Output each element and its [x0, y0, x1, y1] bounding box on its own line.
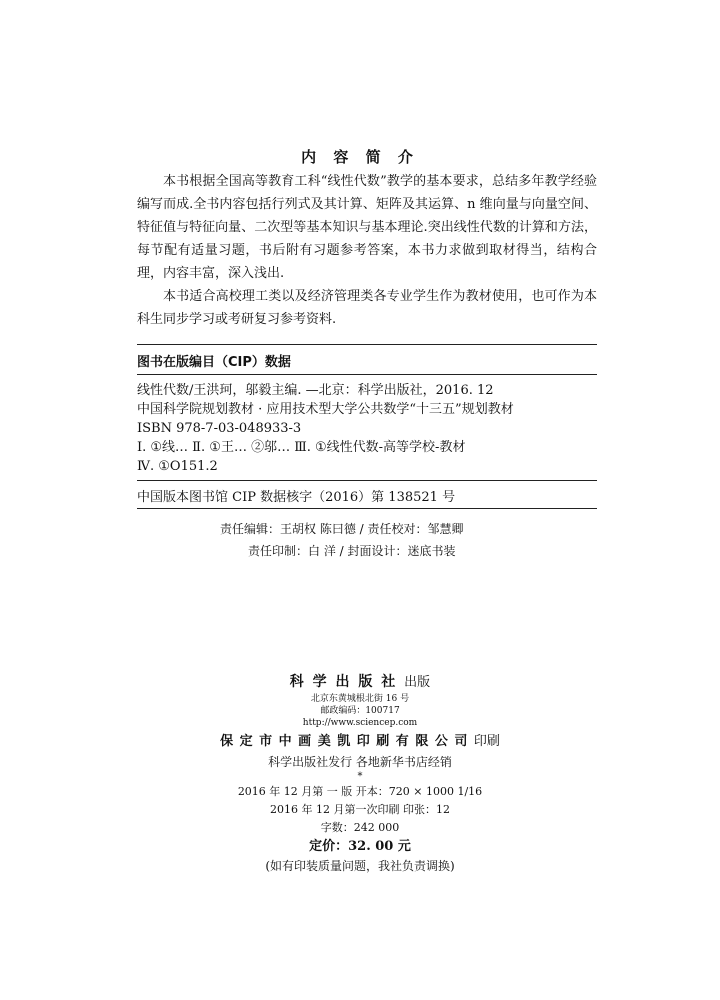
publisher-name: 科 学 出 版 社 — [289, 674, 398, 690]
cip-header: 图书在版编目（CIP）数据 — [137, 355, 291, 370]
publisher-suffix: 出版 — [404, 675, 431, 690]
price-line: 定价：32. 00 元 — [309, 839, 411, 854]
cip-record — [137, 381, 597, 476]
summary-body — [137, 170, 597, 331]
printer-name: 保 定 市 中 画 美 凯 印 刷 有 限 公 司 — [220, 734, 469, 749]
publisher-name-line — [0, 672, 720, 693]
cip-line: ISBN 978-7-03-048933-3 — [137, 421, 302, 436]
editors-line: 责任印制：白 洋 / 封面设计：迷底书装 — [248, 544, 456, 558]
printer-suffix: 印刷 — [473, 734, 500, 749]
printer-line — [0, 731, 720, 753]
quality-note: (如有印装质量问题，我社负责调换) — [265, 859, 455, 873]
word-count-line: 字数：242 000 — [320, 821, 400, 834]
publisher-url: http://www.sciencep.com — [302, 718, 418, 728]
distribution-line: 科学出版社发行 各地新华书店经销 — [268, 755, 452, 769]
cip-header-rule — [137, 374, 597, 375]
summary-paragraph: 本书根据全国高等教育工科“线性代数”教学的基本要求，总结多年教学经验编写而成.全书内容包括行列式及其计算、矩阵及其运算、n 维向量与向量空间、特征值与特征向量、二次型等基本知识与基本理论.突出线性代数的计算和方法，每节配有适量习题，书后附有习题参考答案，本书力求做到取材得当，结构合理，内容丰富，深入浅出. — [137, 174, 597, 281]
publisher-block — [0, 672, 720, 875]
editors-line: 责任编辑：王胡权 陈曰德 / 责任校对：邹慧卿 — [220, 522, 464, 536]
cip-top-rule — [137, 344, 597, 345]
cip-line: 中国科学院规划教材 · 应用技术型大学公共数学“十三五”规划教材 — [137, 402, 514, 417]
separator-star: * — [357, 771, 363, 782]
cip-middle-rule — [137, 480, 597, 481]
cip-line: 线性代数/王洪珂，邬毅主编. —北京：科学出版社，2016. 12 — [137, 383, 494, 398]
edition-line: 2016 年 12 月第 一 版 开本：720 × 1000 1/16 — [237, 785, 483, 798]
publisher-postcode: 邮政编码：100717 — [320, 706, 400, 716]
cip-number: 中国版本图书馆 CIP 数据核字（2016）第 138521 号 — [137, 490, 456, 505]
printing-line: 2016 年 12 月第一次印刷 印张：12 — [270, 803, 450, 816]
summary-paragraph: 本书适合高校理工类以及经济管理类各专业学生作为教材使用，也可作为本科生同步学习或考研复习参考资料. — [137, 289, 597, 327]
cip-line: Ⅰ. ①线… Ⅱ. ①王… ②邬… Ⅲ. ①线性代数-高等学校-教材 — [137, 440, 466, 455]
publisher-address: 北京东黄城根北街 16 号 — [310, 694, 410, 704]
cip-line: Ⅳ. ①O151.2 — [137, 459, 218, 474]
summary-title: 内 容 简 介 — [301, 148, 419, 166]
cip-bottom-rule — [137, 508, 597, 509]
